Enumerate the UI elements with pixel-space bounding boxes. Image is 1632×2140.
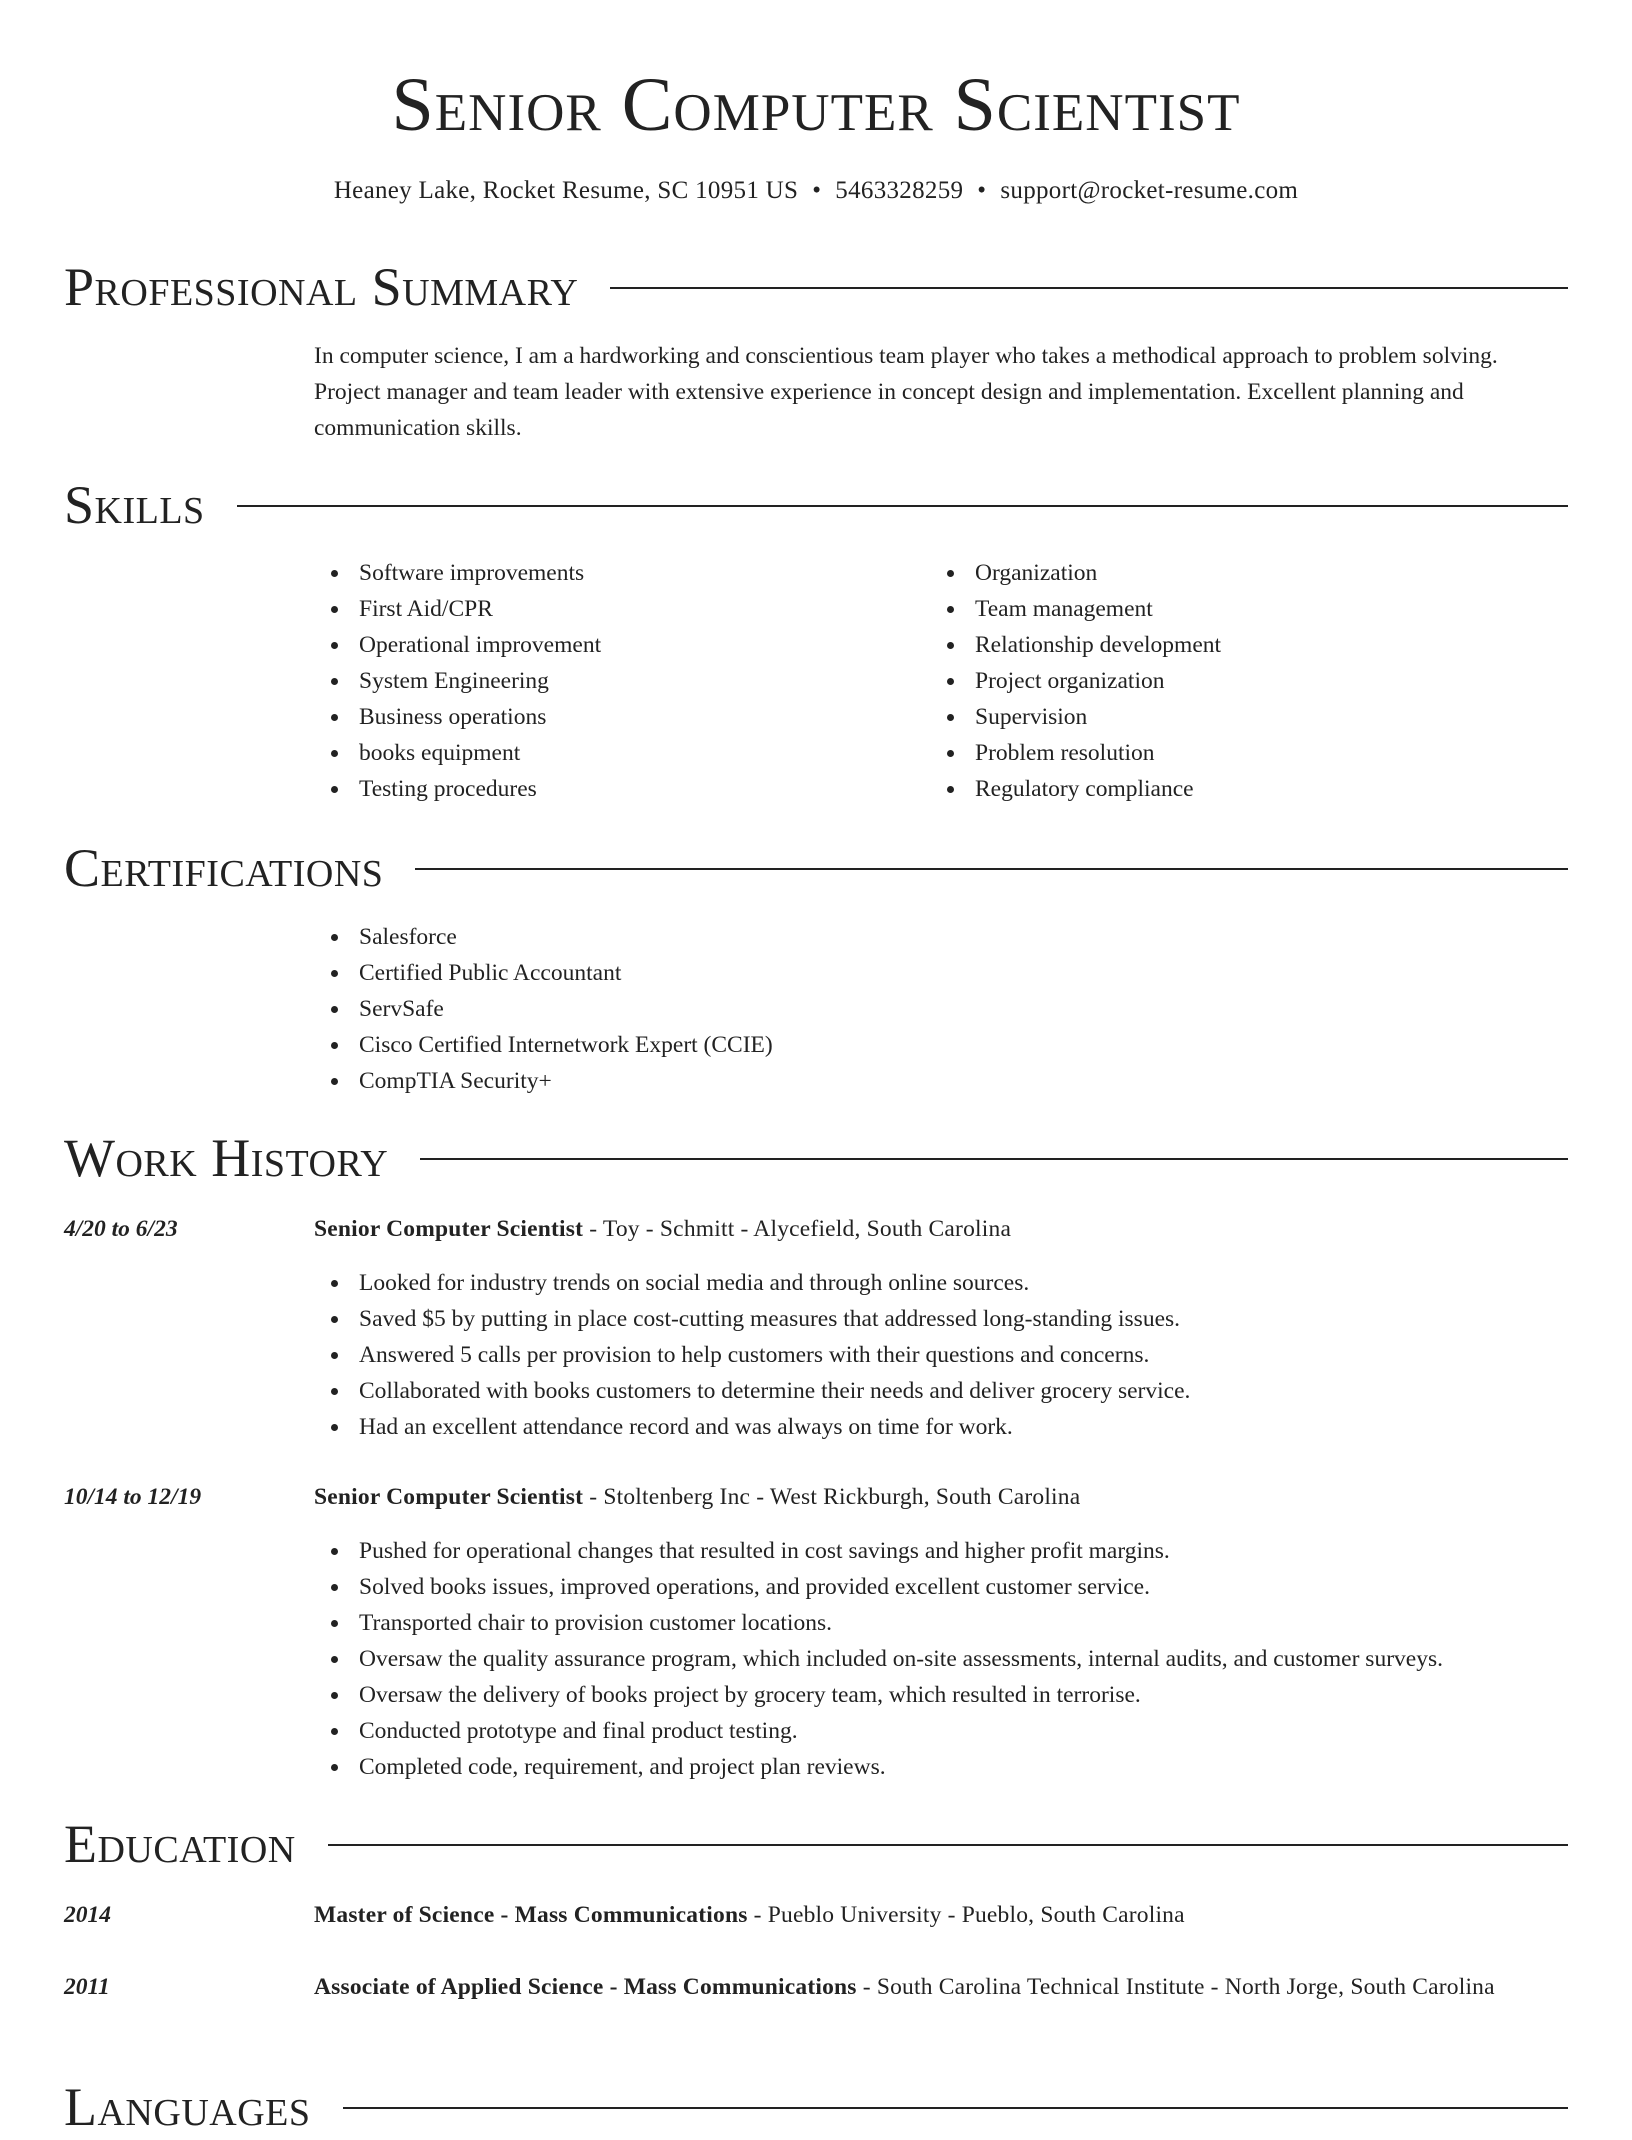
education-entry [64,1969,1568,2005]
skill-item: Regulatory compliance [930,771,1546,807]
section-divider [237,505,1568,507]
job-bullets [314,1533,1568,1785]
education-heading: Education [64,1814,296,1874]
skill-item: System Engineering [314,663,930,699]
certification-item: Salesforce [314,919,1568,955]
section-divider [415,868,1568,870]
contact-separator: • [977,177,987,204]
education-entry [64,1897,1568,1933]
skills-section-header [64,472,1568,538]
summary-block [314,338,1568,446]
languages-heading: Languages [64,2077,311,2137]
job-bullet: Had an excellent attendance record and was always on time for work. [314,1409,1568,1445]
job-bullet: Answered 5 calls per provision to help customers with their questions and concerns. [314,1337,1568,1373]
job-bullet: Pushed for operational changes that resulted in cost savings and higher profit margins. [314,1533,1568,1569]
work-section-header [64,1125,1568,1191]
education-year: 2011 [64,1974,110,2000]
contact-email: support@rocket-resume.com [1000,177,1299,204]
education-year: 2014 [64,1902,111,1928]
skills-grid [314,555,1568,807]
job-bullet: Collaborated with books customers to determine their needs and deliver grocery service. [314,1373,1568,1409]
section-divider [328,1844,1568,1846]
job-details: - Toy - Schmitt - Alycefield, South Carolina [583,1216,1012,1242]
education-details: - South Carolina Technical Institute - North Jorge, South Carolina [856,1974,1495,2000]
job-bullets [314,1265,1568,1445]
work-heading: Work History [64,1128,389,1188]
education-section-header [64,1811,1568,1877]
skill-item: Testing procedures [314,771,930,807]
summary-heading: Professional Summary [64,257,579,317]
skills-list-left [314,555,930,807]
section-divider [610,287,1568,289]
certifications-list [314,919,1568,1099]
job-bullet: Oversaw the delivery of books project by grocery team, which resulted in terrorise. [314,1677,1568,1713]
job-entry [64,1211,1568,1445]
job-entry [64,1479,1568,1785]
education-details: - Pueblo University - Pueblo, South Carolina [747,1902,1185,1928]
resume-title: Senior Computer Scientist [391,63,1241,147]
certification-item: CompTIA Security+ [314,1063,1568,1099]
education-degree: Associate of Applied Science - Mass Communications [314,1974,857,2000]
certifications-block [314,919,1568,1099]
job-title-line [314,1479,1568,1515]
job-bullet: Solved books issues, improved operations, and provided excellent customer service. [314,1569,1568,1605]
certifications-section-header [64,835,1568,901]
skill-item: Team management [930,591,1546,627]
languages-section-header [64,2074,1568,2140]
job-details: - Stoltenberg Inc - West Rickburgh, South Carolina [583,1484,1081,1510]
contact-separator: • [812,177,822,204]
contact-address: Heaney Lake, Rocket Resume, SC 10951 US [333,177,799,204]
job-dates: 10/14 to 12/19 [64,1484,202,1510]
skill-item: Business operations [314,699,930,735]
certification-item: Certified Public Accountant [314,955,1568,991]
job-bullet: Saved $5 by putting in place cost-cutting measures that addressed long-standing issues. [314,1301,1568,1337]
education-degree: Master of Science - Mass Communications [314,1902,748,1928]
summary-text: In computer science, I am a hardworking and conscientious team player who takes a methodical approach to problem solving. Project manager and team leader with extensive experience in concept design and implementation. Excellent planning and communication skills. [314,343,1498,441]
job-bullet: Completed code, requirement, and project plan reviews. [314,1749,1568,1785]
skill-item: Organization [930,555,1546,591]
education-title-line [314,1969,1568,2005]
skill-item: Problem resolution [930,735,1546,771]
section-divider [343,2107,1569,2109]
certification-item: Cisco Certified Internetwork Expert (CCIE) [314,1027,1568,1063]
contact-line [0,174,1632,208]
job-dates: 4/20 to 6/23 [64,1216,178,1242]
summary-section-header [64,254,1568,320]
section-divider [420,1158,1568,1160]
certifications-heading: Certifications [64,838,384,898]
skills-heading: Skills [64,475,205,535]
job-title: Senior Computer Scientist [314,1484,584,1510]
contact-phone: 5463328259 [835,177,964,204]
job-bullet: Oversaw the quality assurance program, which included on-site assessments, internal audits, and customer surveys. [314,1641,1568,1677]
skill-item: Operational improvement [314,627,930,663]
job-bullet: Transported chair to provision customer locations. [314,1605,1568,1641]
certification-item: ServSafe [314,991,1568,1027]
job-bullet: Looked for industry trends on social media and through online sources. [314,1265,1568,1301]
skill-item: Project organization [930,663,1546,699]
skill-item: Relationship development [930,627,1546,663]
skills-list-right [930,555,1546,807]
skill-item: books equipment [314,735,930,771]
skill-item: Supervision [930,699,1546,735]
job-bullet: Conducted prototype and final product testing. [314,1713,1568,1749]
skill-item: Software improvements [314,555,930,591]
education-title-line [314,1897,1568,1933]
job-title-line [314,1211,1568,1247]
job-title: Senior Computer Scientist [314,1216,584,1242]
skills-block [314,555,1568,807]
skill-item: First Aid/CPR [314,591,930,627]
